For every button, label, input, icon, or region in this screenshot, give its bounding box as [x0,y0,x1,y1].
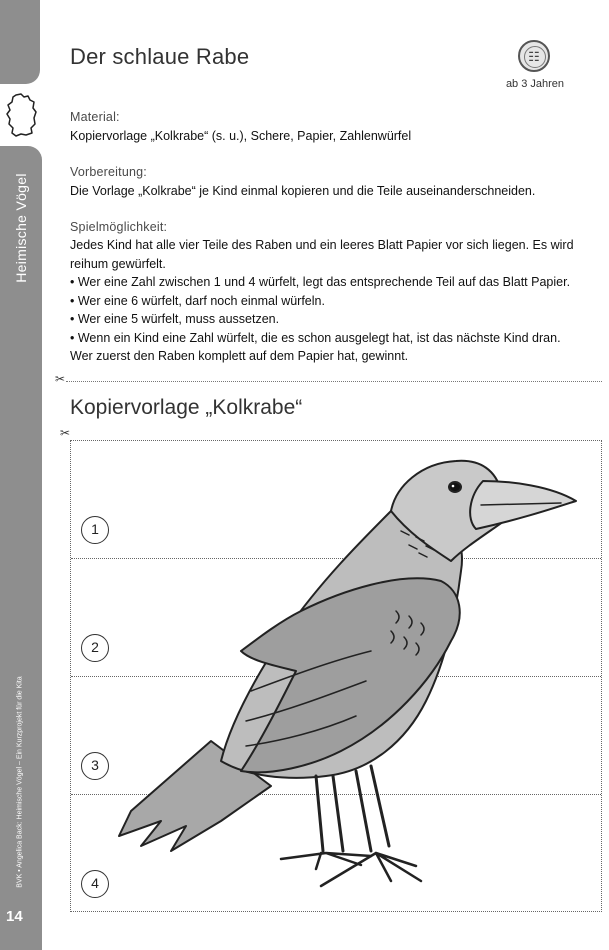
spiel-label: Spielmöglichkeit: [70,220,168,234]
spiel-line: Jedes Kind hat alle vier Teile des Raben und ein leeres Blatt Papier vor sich liegen. Es wird [70,238,574,252]
scissors-icon: ✂ [55,372,66,386]
copy-template-title: Kopiervorlage „Kolkrabe“ [70,396,303,419]
page-number: 14 [6,908,23,925]
part-number-4: 4 [81,870,109,898]
spiel-line: • Wer eine Zahl zwischen 1 und 4 würfelt, legt das entsprechende Teil auf das Blatt Papier. [70,275,571,289]
spiel-line: reihum gewürfelt. [70,256,166,271]
material-label: Material: [70,110,120,124]
sidebar-top-tab [0,0,40,84]
part-number-2: 2 [81,634,109,662]
age-text: ab 3 Jahren [505,78,565,90]
material-text: Kopiervorlage „Kolkrabe“ (s. u.), Schere, Papier, Zahlenwürfel [70,129,412,143]
cut-line [66,381,602,382]
spiel-text [70,236,580,366]
scissors-icon: ✂ [60,426,71,440]
vorbereitung-text: Die Vorlage „Kolkrabe“ je Kind einmal kopieren und die Teile auseinanderschneiden. [70,184,536,198]
spiel-line: • Wer eine 6 würfelt, darf noch einmal würfeln. [70,293,325,308]
copy-template-grid [70,440,602,912]
raven-illustration [71,441,601,911]
sidebar-credit: BVK • Angelica Back: Heimische Vögel – Ein Kurzprojekt für die Kita [16,676,24,888]
spiel-line: Wer zuerst den Raben komplett auf dem Papier hat, gewinnt. [70,349,409,363]
part-number-1: 1 [81,516,109,544]
spiel-line: • Wenn ein Kind eine Zahl würfelt, die es schon ausgelegt hat, ist das nächste Kind dran. [70,330,561,345]
germany-map-icon [0,88,42,142]
vorbereitung-label: Vorbereitung: [70,165,147,179]
spiel-line: • Wer eine 5 würfelt, muss aussetzen. [70,312,280,326]
abacus-icon: ☷ [518,40,550,72]
sidebar-section-label: Heimische Vögel [13,173,29,283]
part-number-3: 3 [81,752,109,780]
sidebar [0,0,42,950]
page-title: Der schlaue Rabe [70,44,250,69]
